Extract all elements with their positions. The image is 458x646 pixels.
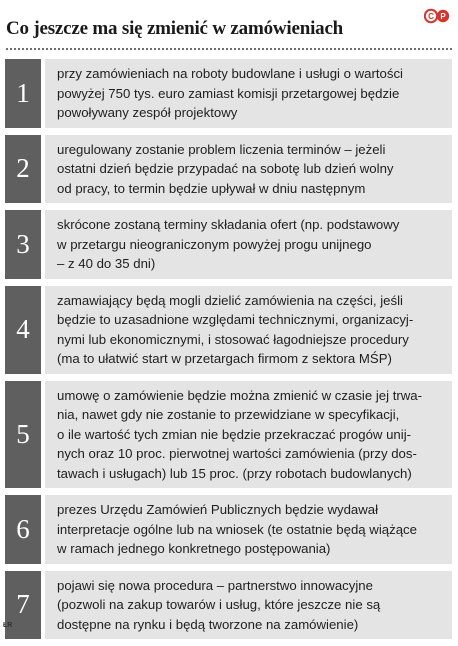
item-text-line: nych oraz 10 proc. pierwotnej wartości zamówienia (przy dos- xyxy=(57,446,417,461)
list-item xyxy=(5,571,452,640)
page-title: Co jeszcze ma się zmienić w zamówieniach xyxy=(6,18,344,39)
item-text xyxy=(45,495,452,564)
item-text-line: umowę o zamówienie będzie można zmienić w czasie jej trwa- xyxy=(57,387,423,403)
list-item xyxy=(5,210,452,279)
item-text-line: przy zamówieniach na roboty budowlane i usługi o wartości xyxy=(57,66,403,81)
item-number: 4 xyxy=(5,286,41,374)
item-text-line: będzie to uzasadnione względami technicznymi, organizacyj- xyxy=(57,312,414,327)
item-text-line: prezes Urzędu Zamówień Publicznych będzie wydawał xyxy=(57,502,379,517)
publisher-logo-icon xyxy=(424,8,450,24)
item-text xyxy=(45,210,452,279)
item-text-line: powyżej 750 tys. euro zamiast komisji przetargowej będzie xyxy=(57,85,400,101)
list-item xyxy=(5,381,452,489)
item-text xyxy=(45,381,452,489)
item-text xyxy=(45,59,452,128)
item-number: 1 xyxy=(5,59,41,128)
item-text-line: interpretacje ogólne lub na wniosek (te ostatnie będą wiążące xyxy=(57,521,417,537)
item-text-line: o ile wartość tych zmian nie będzie przekraczać progów unij- xyxy=(57,426,412,442)
item-number: 6 xyxy=(5,495,41,564)
item-text-line: – z 40 do 35 dni) xyxy=(57,256,156,271)
item-text-line: uregulowany zostanie problem liczenia terminów – jeżeli xyxy=(57,141,386,157)
item-text-line: powoływany zespół projektowy xyxy=(57,105,238,120)
item-text-line: pojawi się nowa procedura – partnerstwo innowacyjne xyxy=(57,577,373,593)
item-text xyxy=(45,135,452,204)
list-item xyxy=(5,286,452,374)
item-text-line: (pozwoli na zakup towarów i usług, które jeszcze nie są xyxy=(57,597,381,612)
item-text-line: (ma to ułatwić start w przetargach firmom z sektora MŚP) xyxy=(57,351,392,366)
item-text xyxy=(45,571,452,640)
list-item xyxy=(5,135,452,204)
svg-text:C: C xyxy=(428,12,434,21)
item-text-line: w ramach jednego konkretnego postępowania) xyxy=(57,541,331,556)
author-credit: ŁR xyxy=(3,622,13,629)
list-item xyxy=(5,495,452,564)
svg-text:P: P xyxy=(440,12,446,21)
header xyxy=(6,4,452,46)
list-item xyxy=(5,59,452,128)
item-number: 2 xyxy=(5,135,41,204)
item-text-line: zamawiający będą mogli dzielić zamówienia na części, jeśli xyxy=(57,292,403,308)
item-text-line: dostępne na rynku i będą tworzone na zamówienie) xyxy=(57,616,359,632)
item-text-line: w przetargu nieograniczonym powyżej progu unijnego xyxy=(57,236,372,252)
header-divider xyxy=(6,48,452,50)
item-text-line: nia, nawet gdy nie zostanie to przewidziane w specyfikacji, xyxy=(57,407,400,422)
item-text-line: od pracy, to termin będzie upływał w dniu następnym xyxy=(57,180,366,196)
item-text-line: nymi lub ekonomicznymi, i stosować łagodniejsze procedury xyxy=(57,331,409,347)
item-text-line: skrócone zostaną terminy składania ofert (np. podstawowy xyxy=(57,217,400,232)
item-text-line: tawach i usługach) lub 15 proc. (przy robotach budowlanych) xyxy=(57,465,412,481)
item-number: 3 xyxy=(5,210,41,279)
items-list xyxy=(5,59,452,646)
item-number: 7 xyxy=(5,571,41,640)
item-text xyxy=(45,286,452,374)
item-text-line: ostatni dzień będzie przypadać na sobotę lub dzień wolny xyxy=(57,161,394,176)
item-number: 5 xyxy=(5,381,41,489)
